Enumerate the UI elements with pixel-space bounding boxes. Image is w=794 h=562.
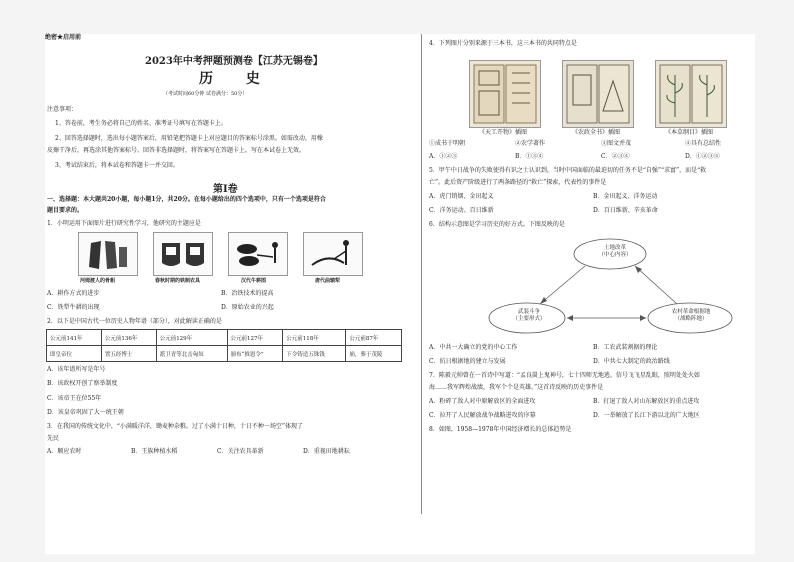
- subject-title: 历 史: [199, 71, 274, 87]
- q1-option-d[interactable]: D．原始农业的兴起: [221, 304, 274, 311]
- q5-option-b[interactable]: B．金田起义、洋务运动: [593, 193, 658, 200]
- diagram-left-label-1: 武装斗争: [517, 309, 540, 315]
- q3-stem-2: 先民: [47, 435, 60, 442]
- q8-stem: 8．如图，1958—1978年中国经济增长的总体趋势是: [429, 426, 572, 433]
- table-cell: 公元前118年: [283, 330, 346, 346]
- notice-line-3: 皮擦干净后，再选涂其他答案标号。回答非选择题时，将答案写在答题卡上，写在本试卷上无效。: [47, 147, 306, 154]
- diagram-top-label-2: （中心内容）: [598, 252, 632, 258]
- q7-stem-2: 海……我军辉煌战绩，我军个个是英雄。”这首诗反映的历史事件是: [429, 384, 604, 391]
- book-illustration-icon: [470, 61, 540, 127]
- table-cell: 下令铸造五铢钱: [283, 346, 346, 362]
- q7-stem-1: 7．陈毅元帅曾在一首诗中写道：“孟良崮上鬼神号，七十四师无地逃。信号飞飞星乱眼，照明处处火如: [429, 372, 700, 379]
- q4-caption-1: 《天工开物》插图: [479, 129, 528, 136]
- q1-caption-4: 唐代曲辕犁: [315, 278, 341, 284]
- table-cell: 置五经博士: [101, 346, 156, 362]
- q4-item-4: ④具有总结性: [685, 140, 722, 147]
- table-cell: 公元前129年: [156, 330, 227, 346]
- table-cell: 派卫青等北击匈奴: [156, 346, 227, 362]
- q7-option-a[interactable]: A．粉碎了敌人对中原解放区的全面进攻: [429, 398, 536, 405]
- bone-spade-icon: [79, 233, 137, 275]
- section-title: 第Ⅰ卷: [213, 184, 238, 195]
- q3-option-b[interactable]: B．王族种植水稻: [131, 448, 178, 455]
- q4-option-c[interactable]: C．②③④: [601, 153, 630, 160]
- q1-caption-1: 河姆渡人的骨耜: [80, 278, 116, 284]
- q4-image-nongzheng: [562, 60, 634, 128]
- book-illustration-icon: [563, 61, 633, 127]
- diagram-right-label-1: 农村革命根据地: [671, 309, 711, 315]
- notice-line-2: 2、回答选择题时，选出每小题答案后，用铅笔把答题卡上对应题目的答案标号涂黑。如需改动，用橡: [55, 135, 323, 142]
- header-tag: 绝密★启用前: [45, 34, 82, 41]
- table-cell: 崩，葬于茂陵: [346, 346, 402, 362]
- q5-stem-1: 5．甲午中日战争的失败使得有识之士认识到，当时中国面临的最迫切的任务不是“自强”“求富”，而是“救: [429, 167, 707, 174]
- q7-option-b[interactable]: B．打退了敌人对山东解放区的重点进攻: [593, 398, 700, 405]
- table-row: [47, 330, 402, 346]
- q4-option-a[interactable]: A．①②③: [429, 153, 458, 160]
- iron-tool-icon: [154, 233, 212, 275]
- q1-image-iron-tools: [153, 232, 213, 276]
- notice-line-4: 3、考试结束后，将本试卷和答题卡一并交回。: [55, 162, 179, 169]
- q6-option-b[interactable]: B．工农武装割据的理论: [593, 344, 658, 351]
- q6-option-c[interactable]: C．抗日根据地的建立与发展: [429, 358, 506, 365]
- q5-option-c[interactable]: C．洋务运动、百日维新: [429, 207, 494, 214]
- diagram-top-label-1: 土地改革: [603, 245, 626, 251]
- table-cell: 颁布“推恩令”: [227, 346, 283, 362]
- q4-item-2: ②农学著作: [515, 140, 546, 147]
- q6-option-d[interactable]: D．中共七大制定的政治路线: [593, 358, 670, 365]
- q7-option-d[interactable]: D．一举解放了长江下游以北的广大地区: [593, 412, 700, 419]
- section-intro-1: 一、选择题：本大题共20小题，每小题1分，共20分。在每小题给出的四个选项中，只有一个选项是符合: [47, 196, 326, 203]
- q6-stem: 6．结构示意图是学习历史的好方式。下图反映的是: [429, 221, 565, 228]
- q4-caption-3: 《本草纲目》插图: [665, 129, 714, 136]
- q2-option-c[interactable]: C．该帝王在位55年: [47, 395, 102, 402]
- q2-timeline-table: [46, 329, 402, 362]
- diagram-right-label-2: （战略阵地）: [674, 316, 708, 322]
- diagram-left-label-2: （主要形式）: [512, 316, 546, 322]
- q1-caption-2: 春秋时期的铁制农具: [155, 278, 201, 284]
- q3-stem-1: 3．在我国的传统文化中，“小满暖洋洋，锄麦种杂粮。过了小满十日种，十日不种一场空”体现了: [47, 423, 303, 430]
- q5-option-d[interactable]: D．百日维新、辛亥革命: [593, 207, 658, 214]
- diagram-arrow: [540, 266, 585, 304]
- q1-image-bone-spade: [78, 232, 138, 276]
- curved-plough-icon: [304, 233, 362, 275]
- q4-option-d[interactable]: D．①②③④: [685, 153, 720, 160]
- table-cell: 即皇帝位: [47, 346, 102, 362]
- q4-image-bencao: [655, 60, 727, 128]
- q4-item-1: ①成书于明朝: [429, 140, 466, 147]
- q1-image-curved-plough: [303, 232, 363, 276]
- table-cell: 公元前87年: [346, 330, 402, 346]
- notice-title: 注意事项：: [47, 106, 78, 113]
- diagram-right-label: [657, 309, 725, 323]
- q4-item-3: ③图文并茂: [601, 140, 632, 147]
- exam-title: 2023年中考押题预测卷【江苏无锡卷】: [145, 56, 323, 67]
- q2-option-a[interactable]: A．该年谱所写是年号: [47, 366, 106, 373]
- q1-caption-3: 汉代牛耕图: [241, 278, 267, 284]
- q1-option-c[interactable]: C．铁犁牛耕的出现: [47, 304, 100, 311]
- book-illustration-icon: [656, 61, 726, 127]
- exam-info: （考试时间60分钟 试卷满分：50分）: [163, 91, 248, 97]
- q1-stem: 1．小明运用下面图片进行研究性学习，他研究的主题应是: [47, 220, 201, 227]
- q4-image-tiangong: [469, 60, 541, 128]
- q1-option-b[interactable]: B．冶铁技术的提高: [221, 290, 274, 297]
- q7-option-c[interactable]: C．拉开了人民解放战争战略进攻的序幕: [429, 412, 536, 419]
- q3-option-d[interactable]: D．重视田地耕耘: [303, 448, 350, 455]
- q3-option-c[interactable]: C．关注农具革新: [217, 448, 264, 455]
- q4-caption-2: 《农政全书》插图: [572, 129, 621, 136]
- table-cell: 公元前141年: [47, 330, 102, 346]
- column-divider: [421, 34, 422, 514]
- q1-option-a[interactable]: A．耕作方式的进步: [47, 290, 100, 297]
- table-cell: 公元前136年: [101, 330, 156, 346]
- diagram-left-label: [503, 309, 555, 323]
- q4-stem: 4．下列图片分别来源于三本书，这三本书的共同特点是: [429, 40, 577, 47]
- q2-option-b[interactable]: B．该政权开创了察举制度: [47, 380, 118, 387]
- notice-line-1: 1、答卷前，考生务必将自己的姓名、准考证号填写在答题卡上。: [55, 120, 227, 127]
- q4-option-b[interactable]: B．①③④: [515, 153, 544, 160]
- table-row: [47, 346, 402, 362]
- exam-page: [45, 34, 755, 554]
- q5-stem-2: 亡”。此后资产阶级进行了两条路径的“救亡”探索，代表性的事件是: [429, 179, 607, 186]
- q1-image-ox-plough: [228, 232, 288, 276]
- q2-stem: 2．以下是中国古代一位历史人物年谱（部分），对此解读正确的是: [47, 318, 222, 325]
- diagram-arrow: [635, 266, 677, 304]
- q5-option-a[interactable]: A．虎门销烟、金田起义: [429, 193, 494, 200]
- q2-option-d[interactable]: D．该皇帝巩固了大一统王朝: [47, 409, 124, 416]
- section-intro-2: 题目要求的。: [47, 207, 84, 214]
- q3-option-a[interactable]: A．顺应农时: [47, 448, 82, 455]
- q6-option-a[interactable]: A．中共一大确立的党的中心工作: [429, 344, 518, 351]
- ox-plough-icon: [229, 233, 287, 275]
- table-cell: 公元前127年: [227, 330, 283, 346]
- diagram-top-label: [589, 245, 641, 259]
